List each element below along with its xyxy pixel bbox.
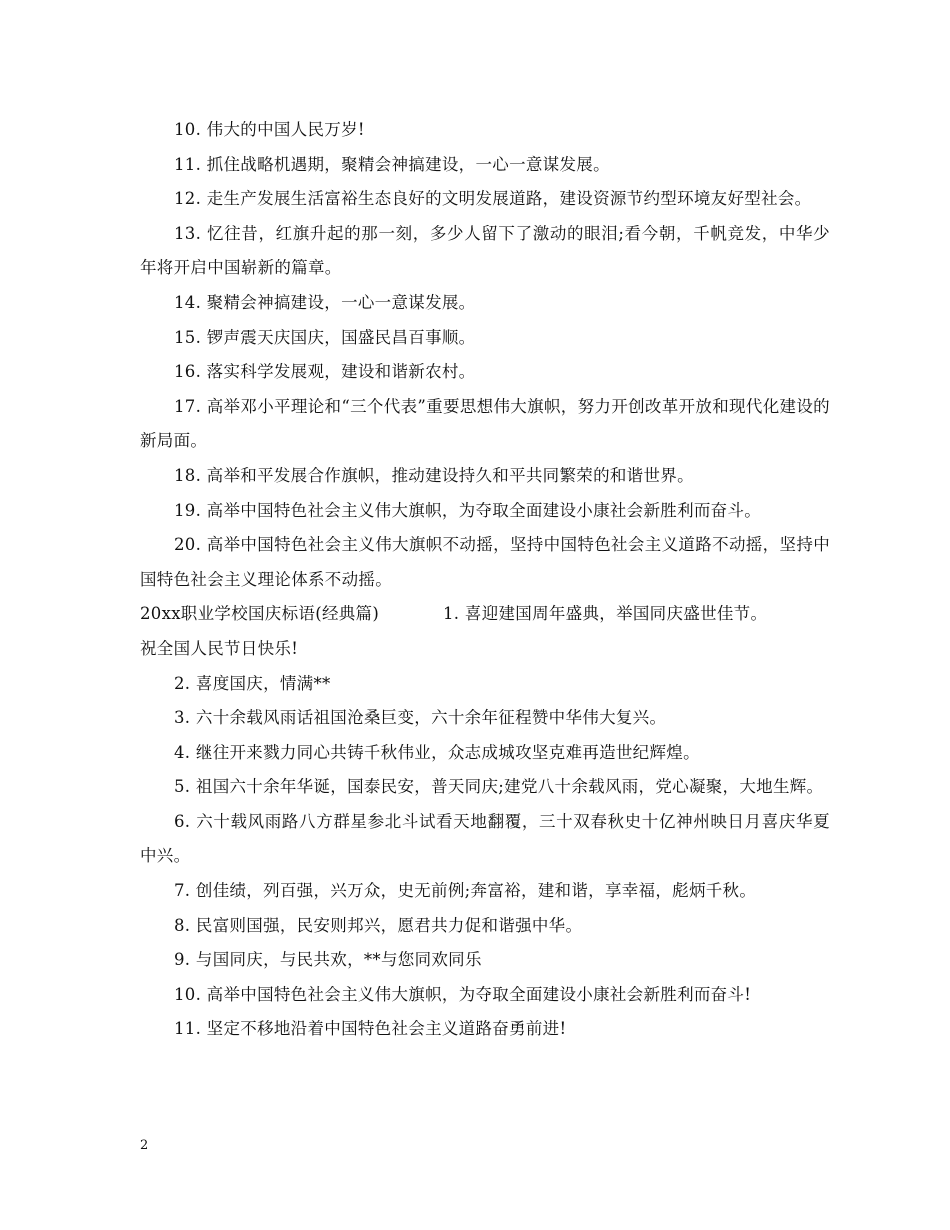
list-item: 17. 高举邓小平理论和“三个代表”重要思想伟大旗帜，努力开创改革开放和现代化建设的新局面。	[140, 396, 830, 451]
section-title: 20xx职业学校国庆标语(经典篇)	[140, 604, 380, 624]
list-item: 4. 继往开来戮力同心共铸千秋伟业，众志成城攻坚克难再造世纪辉煌。	[174, 742, 700, 762]
list-item: 10. 伟大的中国人民万岁!	[174, 120, 365, 139]
list-item: 2. 喜度国庆，情满**	[174, 673, 331, 693]
list-item: 11. 坚定不移地沿着中国特色社会主义道路奋勇前进!	[174, 1019, 567, 1039]
list-item: 8. 民富则国强，民安则邦兴，愿君共力促和谐强中华。	[174, 915, 583, 935]
section-heading-row	[140, 597, 830, 632]
list-item: 18. 高举和平发展合作旗帜，推动建设持久和平共同繁荣的和谐世界。	[174, 465, 694, 485]
list-item: 3. 六十余载风雨话祖国沧桑巨变，六十余年征程赞中华伟大复兴。	[174, 708, 667, 728]
list-item: 15. 锣声震天庆国庆，国盛民昌百事顺。	[174, 327, 476, 347]
list-item: 6. 六十载风雨路八方群星参北斗试看天地翻覆，三十双春秋史十亿神州映日月喜庆华夏中兴。	[140, 811, 830, 866]
list-item: 12. 走生产发展生活富裕生态良好的文明发展道路，建设资源节约型环境友好型社会。	[174, 189, 812, 209]
list-item: 7. 创佳绩，列百强，兴万众，史无前例;奔富裕，建和谐，享幸福，彪炳千秋。	[174, 881, 757, 901]
list-item: 9. 与国同庆，与民共欢，**与您同欢同乐	[174, 950, 482, 970]
list-item: 19. 高举中国特色社会主义伟大旗帜，为夺取全面建设小康社会新胜利而奋斗。	[174, 500, 762, 520]
list-item: 16. 落实科学发展观，建设和谐新农村。	[174, 362, 476, 382]
list-item: 20. 高举中国特色社会主义伟大旗帜不动摇，坚持中国特色社会主义道路不动摇，坚持中国特色社会主义理论体系不动摇。	[140, 535, 830, 589]
list-item: 14. 聚精会神搞建设，一心一意谋发展。	[174, 292, 476, 312]
list-item: 5. 祖国六十余年华诞，国泰民安，普天同庆;建党八十余载风雨，党心凝聚，大地生辉。	[174, 777, 824, 797]
list-item: 11. 抓住战略机遇期，聚精会神搞建设，一心一意谋发展。	[174, 154, 610, 174]
section-first-item-continued: 祝全国人民节日快乐!	[140, 638, 299, 658]
section-first-item: 1. 喜迎建国周年盛典，举国同庆盛世佳节。	[443, 604, 768, 624]
list-item: 10. 高举中国特色社会主义伟大旗帜，为夺取全面建设小康社会新胜利而奋斗!	[174, 984, 752, 1004]
list-item: 13. 忆往昔，红旗升起的那一刻，多少人留下了激动的眼泪;看今朝，千帆竞发，中华少年将开启中国崭新的篇章。	[140, 223, 830, 278]
page-number: 2	[140, 1138, 149, 1153]
document-body	[140, 113, 830, 1047]
